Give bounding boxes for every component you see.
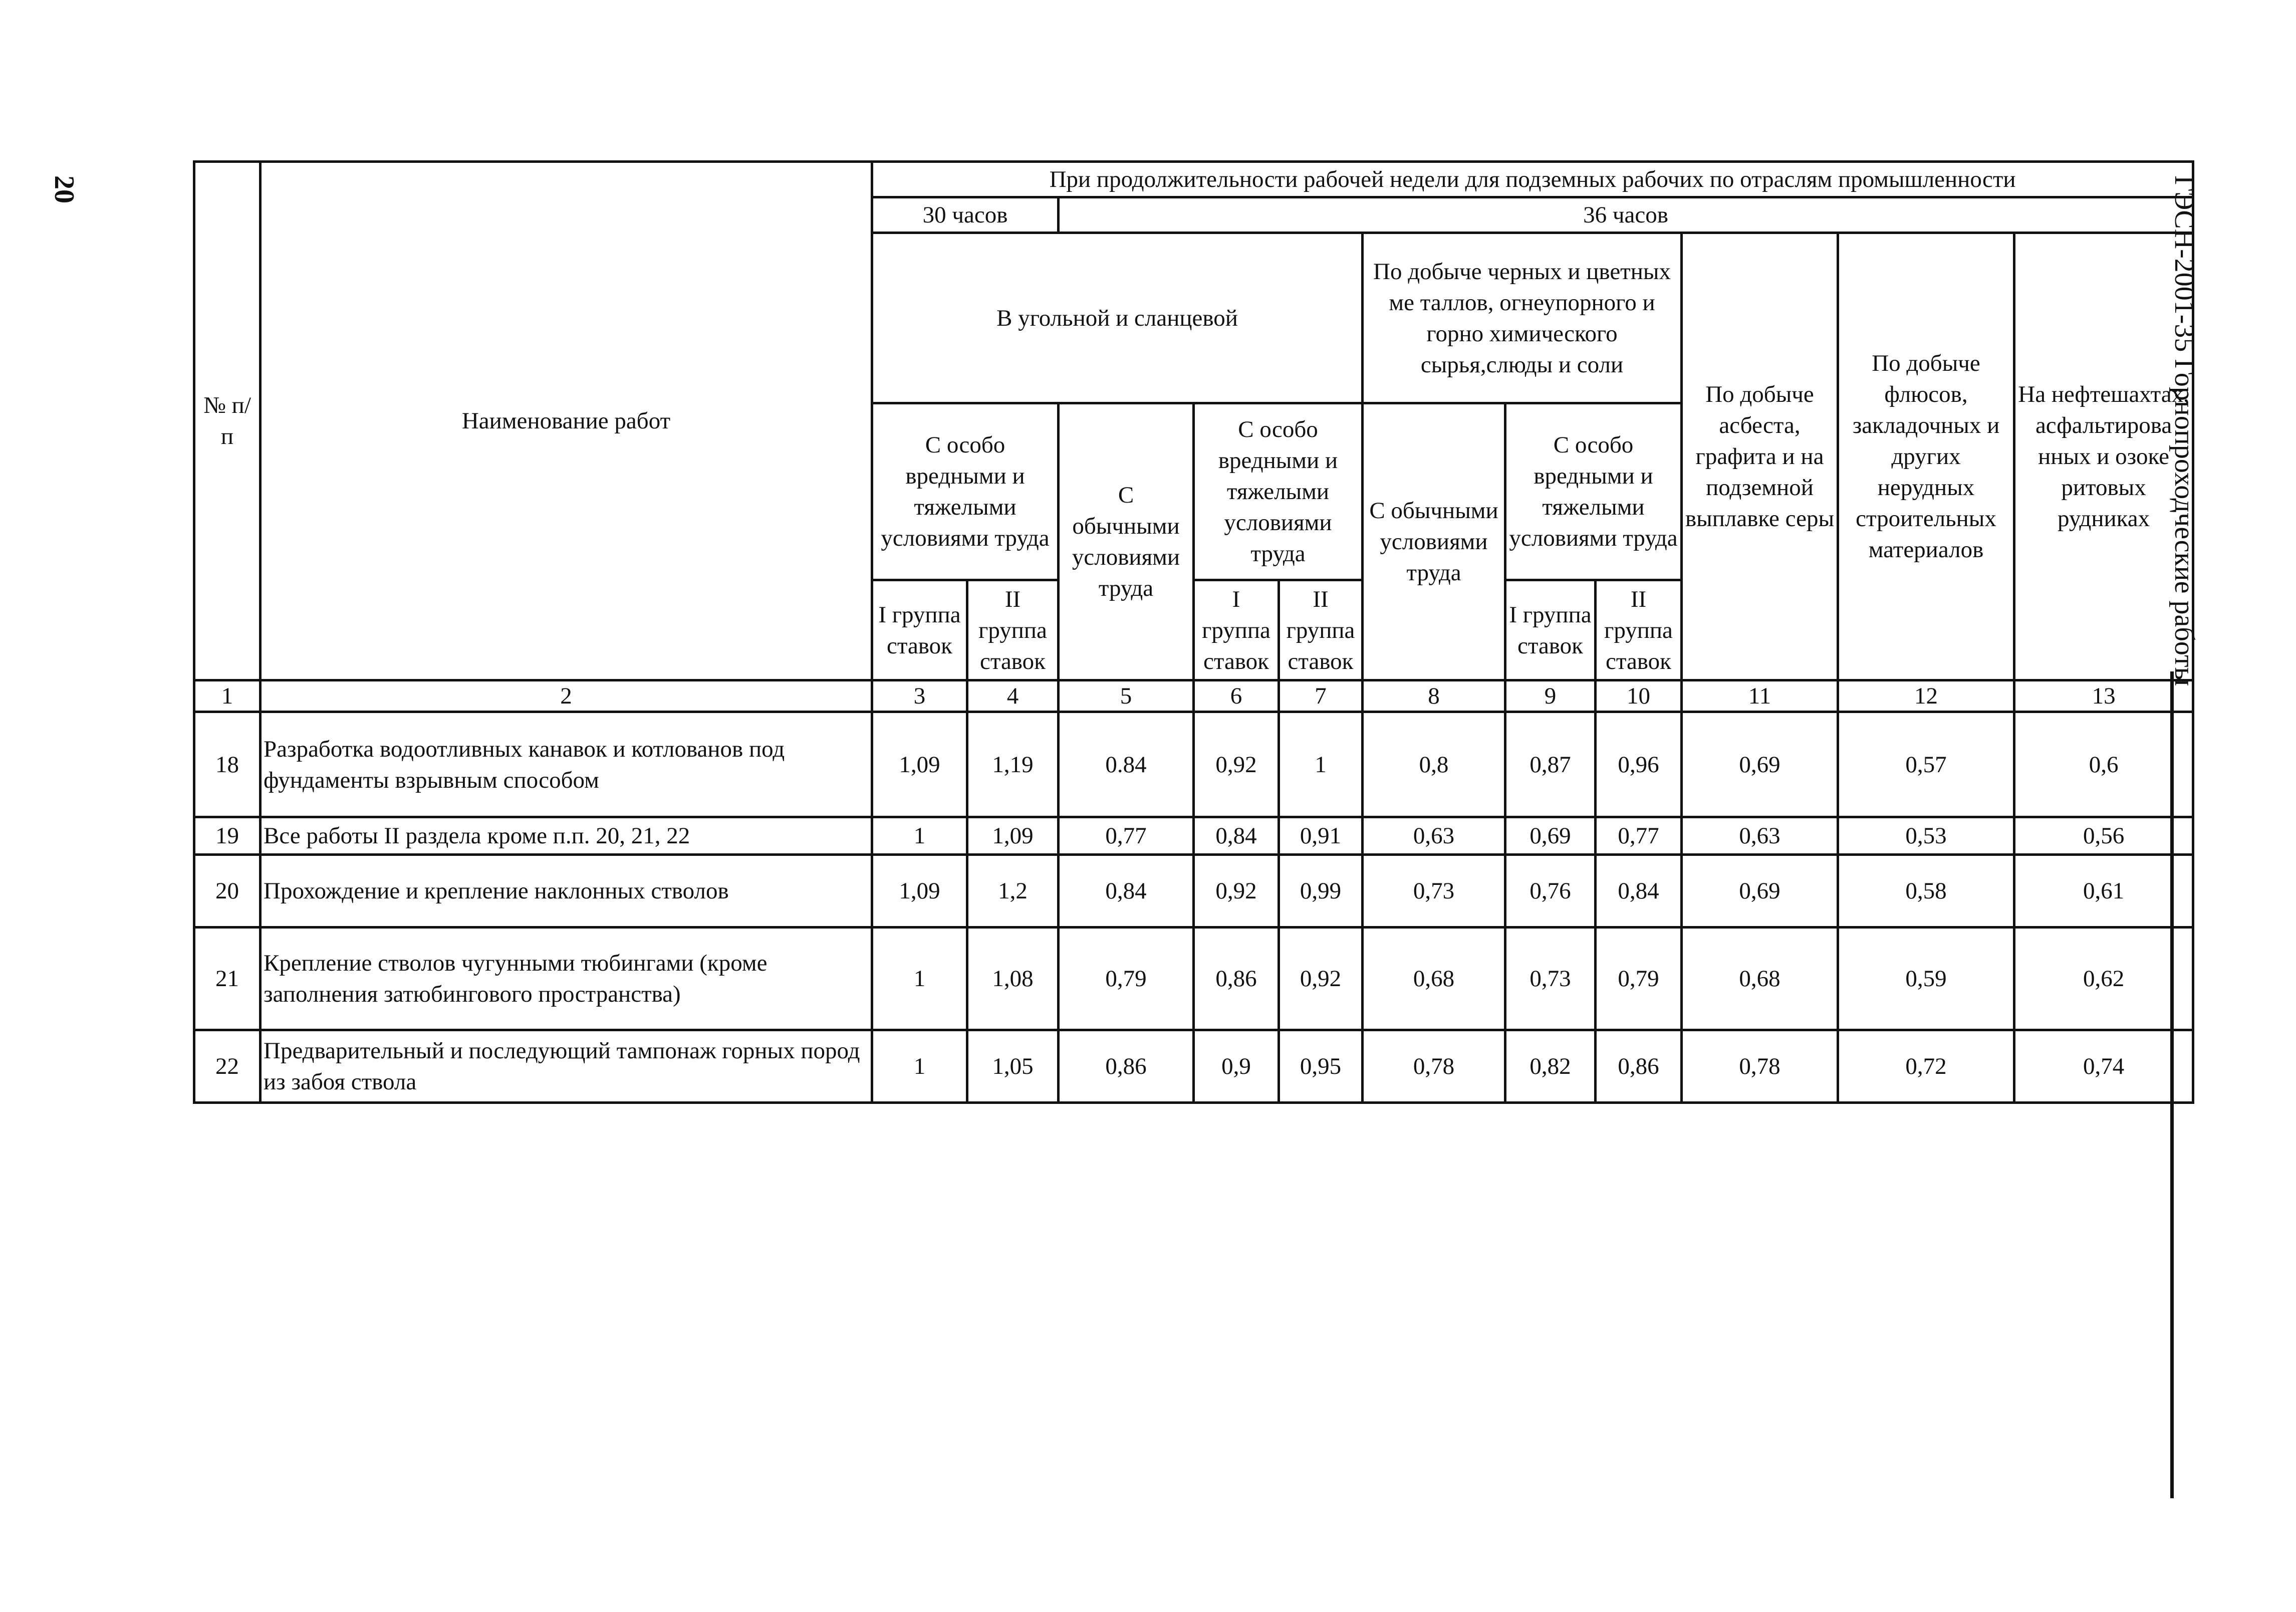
- header-36-hours: 36 часов: [1059, 197, 2193, 233]
- work-name: Все работы II раздела кроме п.п. 20, 21, 22: [261, 817, 872, 855]
- coefficient-cell: 0,77: [1059, 817, 1194, 855]
- page-number: 20: [49, 175, 80, 203]
- header-special-metals: С особо вредными и тяжелыми условиями труда: [1505, 403, 1682, 580]
- coefficient-cell: 0,77: [1596, 817, 1682, 855]
- table-row: [194, 855, 2193, 928]
- row-number: 20: [194, 855, 261, 928]
- coefficient-cell: 0,8: [1363, 712, 1505, 817]
- coefficient-cell: 0,99: [1279, 855, 1363, 928]
- coefficient-cell: 0,72: [1838, 1030, 2014, 1103]
- coefficient-cell: 0,91: [1279, 817, 1363, 855]
- coefficient-cell: 0,92: [1279, 928, 1363, 1030]
- header-special-30: С особо вредными и тяжелыми условиями труда: [872, 403, 1059, 580]
- coefficient-cell: 0,58: [1838, 855, 2014, 928]
- header-group-1: I группа ставок: [1194, 580, 1279, 680]
- coefficient-cell: 0,82: [1505, 1030, 1596, 1103]
- column-index: 4: [967, 680, 1059, 712]
- coefficient-cell: 0,68: [1682, 928, 1838, 1030]
- coefficient-cell: 0,73: [1505, 928, 1596, 1030]
- column-index: 10: [1596, 680, 1682, 712]
- coefficient-cell: 0,68: [1363, 928, 1505, 1030]
- coefficient-cell: 0.84: [1059, 712, 1194, 817]
- coefficient-cell: 0,69: [1505, 817, 1596, 855]
- table-caption: При продолжительности рабочей недели для подземных рабочих по отраслям промышленности: [872, 162, 2193, 197]
- coefficient-cell: 1,09: [967, 817, 1059, 855]
- coefficient-cell: 0,59: [1838, 928, 2014, 1030]
- coefficient-cell: 1: [872, 928, 967, 1030]
- header-ordinary-metals: С обычными условиями труда: [1363, 403, 1505, 680]
- coefficient-cell: 0,79: [1596, 928, 1682, 1030]
- column-index: 9: [1505, 680, 1596, 712]
- coefficient-cell: 0,78: [1363, 1030, 1505, 1103]
- coefficient-cell: 1,05: [967, 1030, 1059, 1103]
- coefficient-cell: 0,73: [1363, 855, 1505, 928]
- coefficient-cell: 0,69: [1682, 712, 1838, 817]
- coefficient-cell: 0,96: [1596, 712, 1682, 817]
- table-row: [194, 817, 2193, 855]
- header-ordinary-30: С обычными условиями труда: [1059, 403, 1194, 680]
- column-index: 12: [1838, 680, 2014, 712]
- work-name: Крепление стволов чугунными тюбингами (кроме заполнения затюбингового пространства): [261, 928, 872, 1030]
- row-number: 21: [194, 928, 261, 1030]
- table-row: [194, 712, 2193, 817]
- row-number: 22: [194, 1030, 261, 1103]
- coefficient-cell: 0,74: [2014, 1030, 2193, 1103]
- row-number: 18: [194, 712, 261, 817]
- coefficient-cell: 0,78: [1682, 1030, 1838, 1103]
- header-fluxes: По добыче флюсов, закладочных и других нерудных строительных материалов: [1838, 233, 2014, 680]
- coefficient-cell: 0,63: [1363, 817, 1505, 855]
- column-index: 2: [261, 680, 872, 712]
- coefficient-cell: 0,56: [2014, 817, 2193, 855]
- row-number: 19: [194, 817, 261, 855]
- coefficient-cell: 0,69: [1682, 855, 1838, 928]
- coefficient-cell: 0,86: [1194, 928, 1279, 1030]
- coefficient-cell: 0,95: [1279, 1030, 1363, 1103]
- coefficient-cell: 0,61: [2014, 855, 2193, 928]
- coefficient-cell: 0,87: [1505, 712, 1596, 817]
- header-group-2: II группа ставок: [1279, 580, 1363, 680]
- work-name: Предварительный и последующий тампонаж горных пород из забоя ствола: [261, 1030, 872, 1103]
- column-index: 11: [1682, 680, 1838, 712]
- coefficient-cell: 0,53: [1838, 817, 2014, 855]
- header-group-2: II группа ставок: [1596, 580, 1682, 680]
- work-name: Прохождение и крепление наклонных стволов: [261, 855, 872, 928]
- coefficient-cell: 1,09: [872, 712, 967, 817]
- column-index: 6: [1194, 680, 1279, 712]
- coefficient-cell: 0,86: [1596, 1030, 1682, 1103]
- coefficient-cell: 0,86: [1059, 1030, 1194, 1103]
- column-index: 3: [872, 680, 967, 712]
- coefficient-cell: 0,84: [1059, 855, 1194, 928]
- coefficient-cell: 0,92: [1194, 712, 1279, 817]
- column-index: 7: [1279, 680, 1363, 712]
- coefficient-cell: 0,92: [1194, 855, 1279, 928]
- header-oil: На нефтешахтах, асфальтирова нных и озоке ритовых рудниках: [2014, 233, 2193, 680]
- coefficient-cell: 0,79: [1059, 928, 1194, 1030]
- coefficient-cell: 0,84: [1194, 817, 1279, 855]
- column-index: 5: [1059, 680, 1194, 712]
- coefficients-table: [193, 160, 2194, 1104]
- column-index: 13: [2014, 680, 2193, 712]
- header-asbestos: По добыче асбеста, графита и на подземной выплавке серы: [1682, 233, 1838, 680]
- coefficient-cell: 1: [872, 1030, 967, 1103]
- running-header: ГЭСН-2001-35 Горнопроходческие работы: [2169, 175, 2200, 686]
- header-group-1: I группа ставок: [872, 580, 967, 680]
- column-index: 1: [194, 680, 261, 712]
- coefficient-cell: 1,09: [872, 855, 967, 928]
- coefficient-cell: 0,62: [2014, 928, 2193, 1030]
- header-group-2: II группа ставок: [967, 580, 1059, 680]
- header-group-1: I группа ставок: [1505, 580, 1596, 680]
- coefficient-cell: 0,6: [2014, 712, 2193, 817]
- coefficient-cell: 1: [1279, 712, 1363, 817]
- header-special-coal-36: С особо вредными и тяжелыми условиями труда: [1194, 403, 1363, 580]
- header-num: № п/п: [194, 162, 261, 680]
- coefficient-cell: 1: [872, 817, 967, 855]
- coefficient-cell: 0,76: [1505, 855, 1596, 928]
- coefficient-cell: 1,08: [967, 928, 1059, 1030]
- coefficient-cell: 0,57: [1838, 712, 2014, 817]
- work-name: Разработка водоотливных канавок и котлованов под фундаменты взрывным способом: [261, 712, 872, 817]
- header-metals: По добыче черных и цветных ме таллов, огнеупорного и горно химического сырья,слюды и соли: [1363, 233, 1682, 403]
- column-index: 8: [1363, 680, 1505, 712]
- coefficient-cell: 0,84: [1596, 855, 1682, 928]
- header-30-hours: 30 часов: [872, 197, 1059, 233]
- header-coal: В угольной и сланцевой: [872, 233, 1363, 403]
- header-name: Наименование работ: [261, 162, 872, 680]
- coefficient-cell: 1,2: [967, 855, 1059, 928]
- coefficient-cell: 1,19: [967, 712, 1059, 817]
- table-row: [194, 928, 2193, 1030]
- table-row: [194, 1030, 2193, 1103]
- coefficient-cell: 0,9: [1194, 1030, 1279, 1103]
- coefficient-cell: 0,63: [1682, 817, 1838, 855]
